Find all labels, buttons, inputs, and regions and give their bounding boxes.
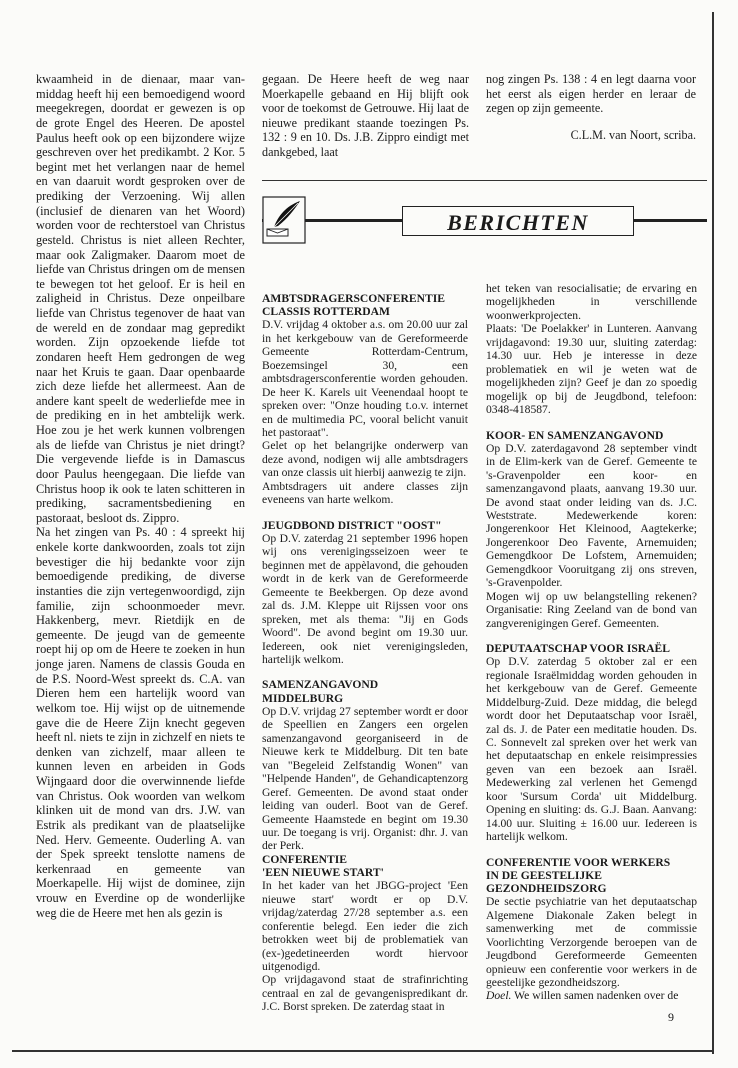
berichten-column-right	[486, 282, 697, 1003]
article-paragraph: gegaan. De Heere heeft de weg naar Moerkapelle gebaand en Hij blijft ook voor de toekomst de Getrouwe. Hij laat de nieuwe predikant staande toezingen Ps. 132 : 9 en 10. Ds. J.B. Zippro eindigt met dankgebed, laat	[262, 72, 469, 159]
notice-paragraph: Op D.V. vrijdag 27 september wordt er door de Speellien en Zangers een orgelen samenzangavond georganiseerd in de Nieuwe kerk te Middelburg. Dit ten bate van "Begeleid Zelfstandig Wonen" van "Helpende Handen", de Gehandicaptenzorg Geref. Gemeenten. De avond staat onder leiding van ouderl. Boot van de Geref. Gemeente Haamstede en begint om 19.30 uur. De toegang is vrij. Organist: dhr. J. van der Perk.	[262, 704, 468, 853]
notice-paragraph: Op D.V. zaterdagavond 28 september vindt in de Elim-kerk van de Geref. Gemeente te 's-Gravenpolder een koor- en samenzangavond plaats, aanvang 19.30 uur. De avond staat onder leiding van ds. J.C. Weststrate. Medewerkende koren: Jongerenkoor Het Kleinood, Aagtekerke; Jongerenkoor Deo Favente, Arnemuiden; Gemengdkoor De Lofstem, Arnemuiden; Gemengdkoor Vooruitgang zij ons streven, 's-Gravenpolder.	[486, 441, 697, 590]
notice-koor-samenzangavond	[486, 429, 697, 631]
notice-paragraph: De sectie psychiatrie van het deputaatschap Algemene Diakonale Zaken belegt in samenwerking met de commissie Voorlichting Verzorgende beroepen van de Jeugdbond Gereformeerde Gemeenten opnieuw een conferentie voor werkers in de geestelijke gezondheidszorg.	[486, 895, 697, 989]
notice-heading: JEUGDBOND DISTRICT "OOST"	[262, 518, 442, 532]
notice-paragraph	[486, 989, 697, 1002]
banner-title-box	[402, 206, 634, 236]
doel-text: We willen samen nadenken over de	[514, 989, 679, 1003]
notice-conferentie-werkers	[486, 856, 697, 1003]
notice-samenzangavond-middelburg	[262, 678, 468, 852]
notice-paragraph: D.V. vrijdag 4 oktober a.s. om 20.00 uur zal in het kerkgebouw van de Gereformeerde Gemeente Rotterdam-Centrum, Boezemsingel 30, een ambtsdragersconferentie worden gehouden. De heer K. Karels uit Veenendaal hoopt te spreken over: "Onze houding t.o.v. internet en de multimedia PC, vooral belicht vanuit het pastoraat".	[262, 318, 468, 440]
article-paragraph: Na het zingen van Ps. 40 : 4 spreekt hij enkele korte dankwoorden, zoals tot zijn bevestiger die hij bedankte voor zijn bemoedigende prediking, de diverse instanties die zijn vertegenwoordigd, zijn familie, zijn schoonmoeder mevr. Hakkenberg, mevr. Rietdijk en de gemeente. De jeugd van de gemeente roept hij op om de Heere te zoeken in hun jonge jaren. Namens de classis Gouda en de P.S. Noord-West spreekt ds. C.A. van Dieren hem een hartelijk woord van welkom toe. Hij wijst op de uitnemende gave die de Heere Zijn knecht gegeven heeft nl. niets te zijn in zichzelf en niets te denken van zichzelf, maar alleen te kunnen leven en arbeiden in Gods Wijngaard door die overwinnende liefde van Christus. Ook woorden van welkom klinken uit de mond van drs. J.W. van Estrik als predikant van de plaatselijke Ned. Herv. Gemeente. Ouderling A. van der Spek spreekt tenslotte namens de kerkenraad en gemeente van Moerkapelle. Hij wijst de dominee, zijn vrouw en Everdine op de wonderlijke weg die de Heere met hen als gezin is	[36, 525, 245, 920]
notice-heading: KOOR- EN SAMENZANGAVOND	[486, 428, 664, 442]
berichten-column-left	[262, 292, 468, 1014]
article-signature: C.L.M. van Noort, scriba.	[570, 127, 696, 142]
notice-heading: DEPUTAATSCHAP VOOR ISRAËL	[486, 642, 671, 656]
page-number: 9	[668, 1010, 674, 1024]
notice-paragraph: Op D.V. zaterdag 21 september 1996 hopen wij ons verenigingsseizoen weer te beginnen met de appèlavond, die gehouden wordt in de kerk van de Gereformeerde Gemeente te Beekbergen. Op deze avond zal ds. J.M. Kleppe uit Rijssen voor ons spreken, met als thema: "Jij en Gods Woord". De avond begint om 19.30 uur. Iedereen, ook niet verenigingsleden, hartelijk welkom.	[262, 531, 468, 667]
article-column-2	[262, 72, 469, 160]
article-column-3	[486, 72, 696, 142]
notice-paragraph: In het kader van het JBGG-project 'Een nieuwe start' wordt er op D.V. vrijdag/zaterdag 27/28 september a.s. een conferentie belegd. Een ieder die zich betrokken weet bij de problematiek van (ex-)gedetineerden wordt hiervoor uitgenodigd.	[262, 879, 468, 973]
article-paragraph: kwaamheid in de dienaar, maar van-middag heeft hij een bemoedigend woord meegekregen, doordat er gewezen is op de grote Engel des Heeren. De apostel Paulus heeft ook op een bijzondere wijze geschreven over het predikambt. 2 Kor. 5 begint met het verlangen naar de hemel en van daaruit wordt gesproken over de prediking der Verzoening. Wij allen (inclusief de dienaren van het Woord) worden voor de rechterstoel van Christus gesteld. Christus is niet alleen Rechter, maar ook Zaligmaker. Daarom moet de liefde van Christus dringen om de mensen te bewegen tot het geloof. Er is heil en zaligheid in Christus. Deze onpeilbare liefde van Christus tegenover de haat van de wereld en de zondaar mag gepredikt worden. Zijn opzoekende liefde tot zondaren heeft Hem gedrongen de weg naar het Kruis te gaan. Daar openbaarde zich deze liefde het allermeest. Aan de andere kant speelt de wederliefde mee in de prediking en in het ambtelijk werk. Hoe zou je het werk kunnen volbrengen als de liefde van Christus je niet dringt? Die vergevende liefde is in Damascus door Paulus heengegaan. Die liefde van Christus hoop ik ook te laten schitteren in prediking, sacramentsbediening en pastoraat, besloot ds. Zippro.	[36, 72, 245, 525]
article-column-1	[36, 72, 245, 920]
notice-paragraph: Op vrijdagavond staat de strafinrichting centraal en zal de gevangenispredikant dr. J.C. Borst spreken. De zaterdag staat in	[262, 973, 468, 1014]
notice-heading: AMBTSDRAGERSCONFERENTIE CLASSIS ROTTERDAM	[262, 292, 445, 319]
banner-title: BERICHTEN	[447, 210, 589, 235]
notice-paragraph: Op D.V. zaterdag 5 oktober zal er een regionale Israëlmiddag worden gehouden in het kerkgebouw van de Geref. Gemeente Middelburg-Zuid. Deze middag, die belegd wordt door het Deputaatschap voor Israël, zal ds. J. de Pater een meditatie houden. Ds. C. Sonnevelt zal spreken over het werk van het deputaatschap en enkele reisimpressies geven van een bezoek aan Israël. Medewerking zal verlenen het Gemengd koor 'Sursum Corda' uit Middelburg. Opening en sluiting: ds. G.J. Baan. Aanvang: 14.00 uur. Sluiting ± 16.00 uur. Iedereen is hartelijk welkom.	[486, 655, 697, 844]
envelope-feather-icon	[262, 196, 306, 244]
page-frame-right	[712, 12, 714, 1054]
notice-deputaatschap-israel	[486, 642, 697, 844]
notice-paragraph: het teken van resocialisatie; de ervaring en mogelijkheden in verschillende woonwerkprojecten.	[486, 282, 697, 322]
notice-conferentie-nieuwe-start	[262, 853, 468, 1014]
page-frame-bottom	[12, 1050, 714, 1052]
notice-paragraph: Ambtsdragers uit andere classes zijn eveneens van harte welkom.	[262, 479, 468, 507]
berichten-banner	[262, 196, 707, 246]
notice-paragraph: Gelet op het belangrijke onderwerp van deze avond, nodigen wij alle ambtsdragers van onze classis uit hierbij aanwezig te zijn.	[262, 439, 468, 480]
article-paragraph: nog zingen Ps. 138 : 4 en legt daarna voor het eerst als eigen herder en leraar de zegen op zijn gemeente.	[486, 72, 696, 116]
notice-heading: SAMENZANGAVOND MIDDELBURG	[262, 678, 379, 705]
doel-label: Doel.	[486, 989, 512, 1003]
section-divider	[262, 180, 707, 181]
notice-ambtsdragersconferentie	[262, 292, 468, 507]
notice-carryover	[486, 282, 697, 417]
notice-heading: CONFERENTIE 'EEN NIEUWE START'	[262, 852, 384, 880]
notice-heading: CONFERENTIE VOOR WERKERS IN DE GEESTELIJKE GEZONDHEIDSZORG	[486, 855, 671, 896]
notice-jeugdbond-oost	[262, 519, 468, 667]
notice-paragraph: Plaats: 'De Poelakker' in Lunteren. Aanvang vrijdagavond: 19.30 uur, sluiting zaterdag: 14.30 uur. Heb je interesse in deze problematiek en wil je weten wat de mogelijkheden zijn? Geef je dan zo spoedig mogelijk op bij de Jeugdbond, telefoon: 0348-418587.	[486, 322, 697, 417]
notice-paragraph: Mogen wij op uw belangstelling rekenen? Organisatie: Ring Zeeland van de bond van zangverenigingen Geref. Gemeenten.	[486, 589, 697, 630]
